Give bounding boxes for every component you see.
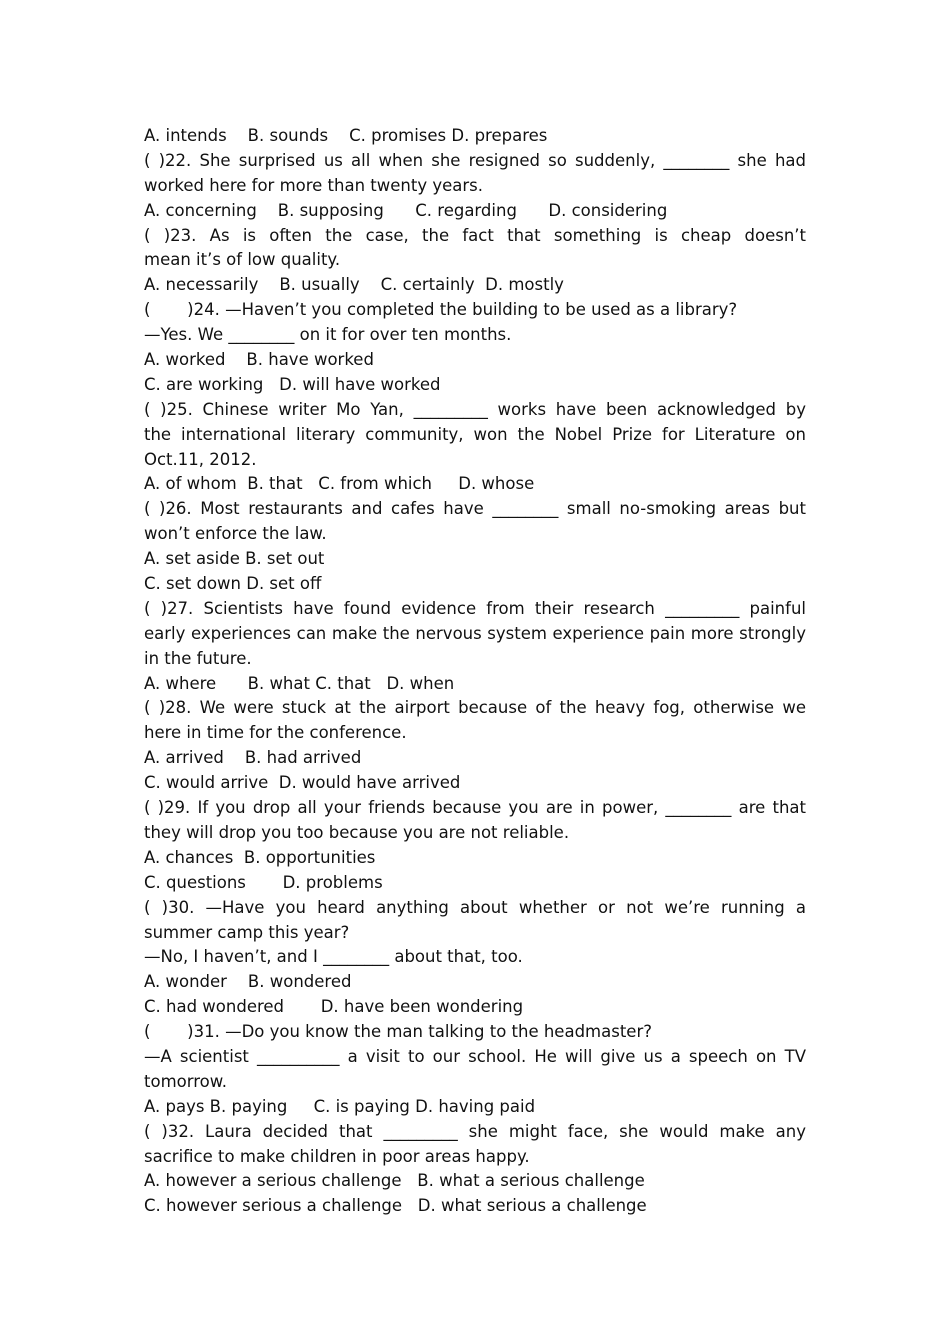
text-line: A. pays B. paying C. is paying D. having paid	[144, 1096, 536, 1116]
text-line: summer camp this year?	[144, 922, 350, 942]
text-line: Oct.11, 2012.	[144, 449, 257, 469]
text-line: ( )22. She surprised us all when she resigned so suddenly, ________ she had	[144, 150, 806, 170]
text-line: ( )27. Scientists have found evidence from their research _________ painful	[144, 598, 806, 618]
text-line: A. of whom B. that C. from which D. whose	[144, 474, 535, 494]
text-line: mean it’s of low quality.	[144, 250, 341, 270]
text-line: A. arrived B. had arrived	[144, 748, 362, 768]
text-line: ( )30. —Have you heard anything about whether or not we’re running a	[144, 897, 806, 917]
text-line: ( )29. If you drop all your friends because you are in power, ________ are that	[144, 798, 806, 818]
text-line: A. wonder B. wondered	[144, 972, 352, 992]
text-line: C. would arrive D. would have arrived	[144, 773, 461, 793]
text-line: A. worked B. have worked	[144, 350, 374, 370]
text-line: C. however serious a challenge D. what serious a challenge	[144, 1196, 647, 1216]
text-line: ( )31. —Do you know the man talking to the headmaster?	[144, 1022, 652, 1042]
text-line: ( )24. —Haven’t you completed the building to be used as a library?	[144, 300, 738, 320]
text-line: A. set aside B. set out	[144, 549, 325, 569]
text-line: A. necessarily B. usually C. certainly D. mostly	[144, 275, 564, 295]
text-line: in the future.	[144, 648, 252, 668]
text-line: ( )25. Chinese writer Mo Yan, _________ works have been acknowledged by	[144, 399, 806, 419]
text-line: they will drop you too because you are not reliable.	[144, 822, 570, 842]
text-line: A. where B. what C. that D. when	[144, 673, 455, 693]
text-line: tomorrow.	[144, 1071, 227, 1091]
text-line: C. questions D. problems	[144, 872, 383, 892]
text-line: A. intends B. sounds C. promises D. prepares	[144, 126, 548, 145]
text-line: C. are working D. will have worked	[144, 374, 441, 394]
text-line: —No, I haven’t, and I ________ about that, too.	[144, 947, 523, 967]
text-line: here in time for the conference.	[144, 723, 407, 743]
text-line: C. had wondered D. have been wondering	[144, 997, 524, 1017]
text-line: C. set down D. set off	[144, 574, 322, 594]
text-line: —A scientist __________ a visit to our school. He will give us a speech on TV	[144, 1046, 806, 1066]
text-line: won’t enforce the law.	[144, 524, 327, 544]
text-line: ( )28. We were stuck at the airport because of the heavy fog, otherwise we	[144, 698, 806, 718]
text-line: sacrifice to make children in poor areas happy.	[144, 1146, 530, 1166]
text-line: A. however a serious challenge B. what a serious challenge	[144, 1171, 645, 1191]
text-line: A. chances B. opportunities	[144, 847, 376, 867]
text-line: ( )23. As is often the case, the fact that something is cheap doesn’t	[144, 225, 806, 245]
exam-page	[144, 124, 806, 1219]
text-line: —Yes. We ________ on it for over ten months.	[144, 325, 512, 345]
text-line: early experiences can make the nervous system experience pain more strongly	[144, 623, 806, 643]
text-line: A. concerning B. supposing C. regarding D. considering	[144, 200, 668, 220]
text-line: ( )26. Most restaurants and cafes have ________ small no-smoking areas but	[144, 499, 806, 519]
text-line: ( )32. Laura decided that _________ she might face, she would make any	[144, 1121, 806, 1141]
text-line: the international literary community, won the Nobel Prize for Literature on	[144, 424, 806, 444]
text-line: worked here for more than twenty years.	[144, 175, 483, 195]
